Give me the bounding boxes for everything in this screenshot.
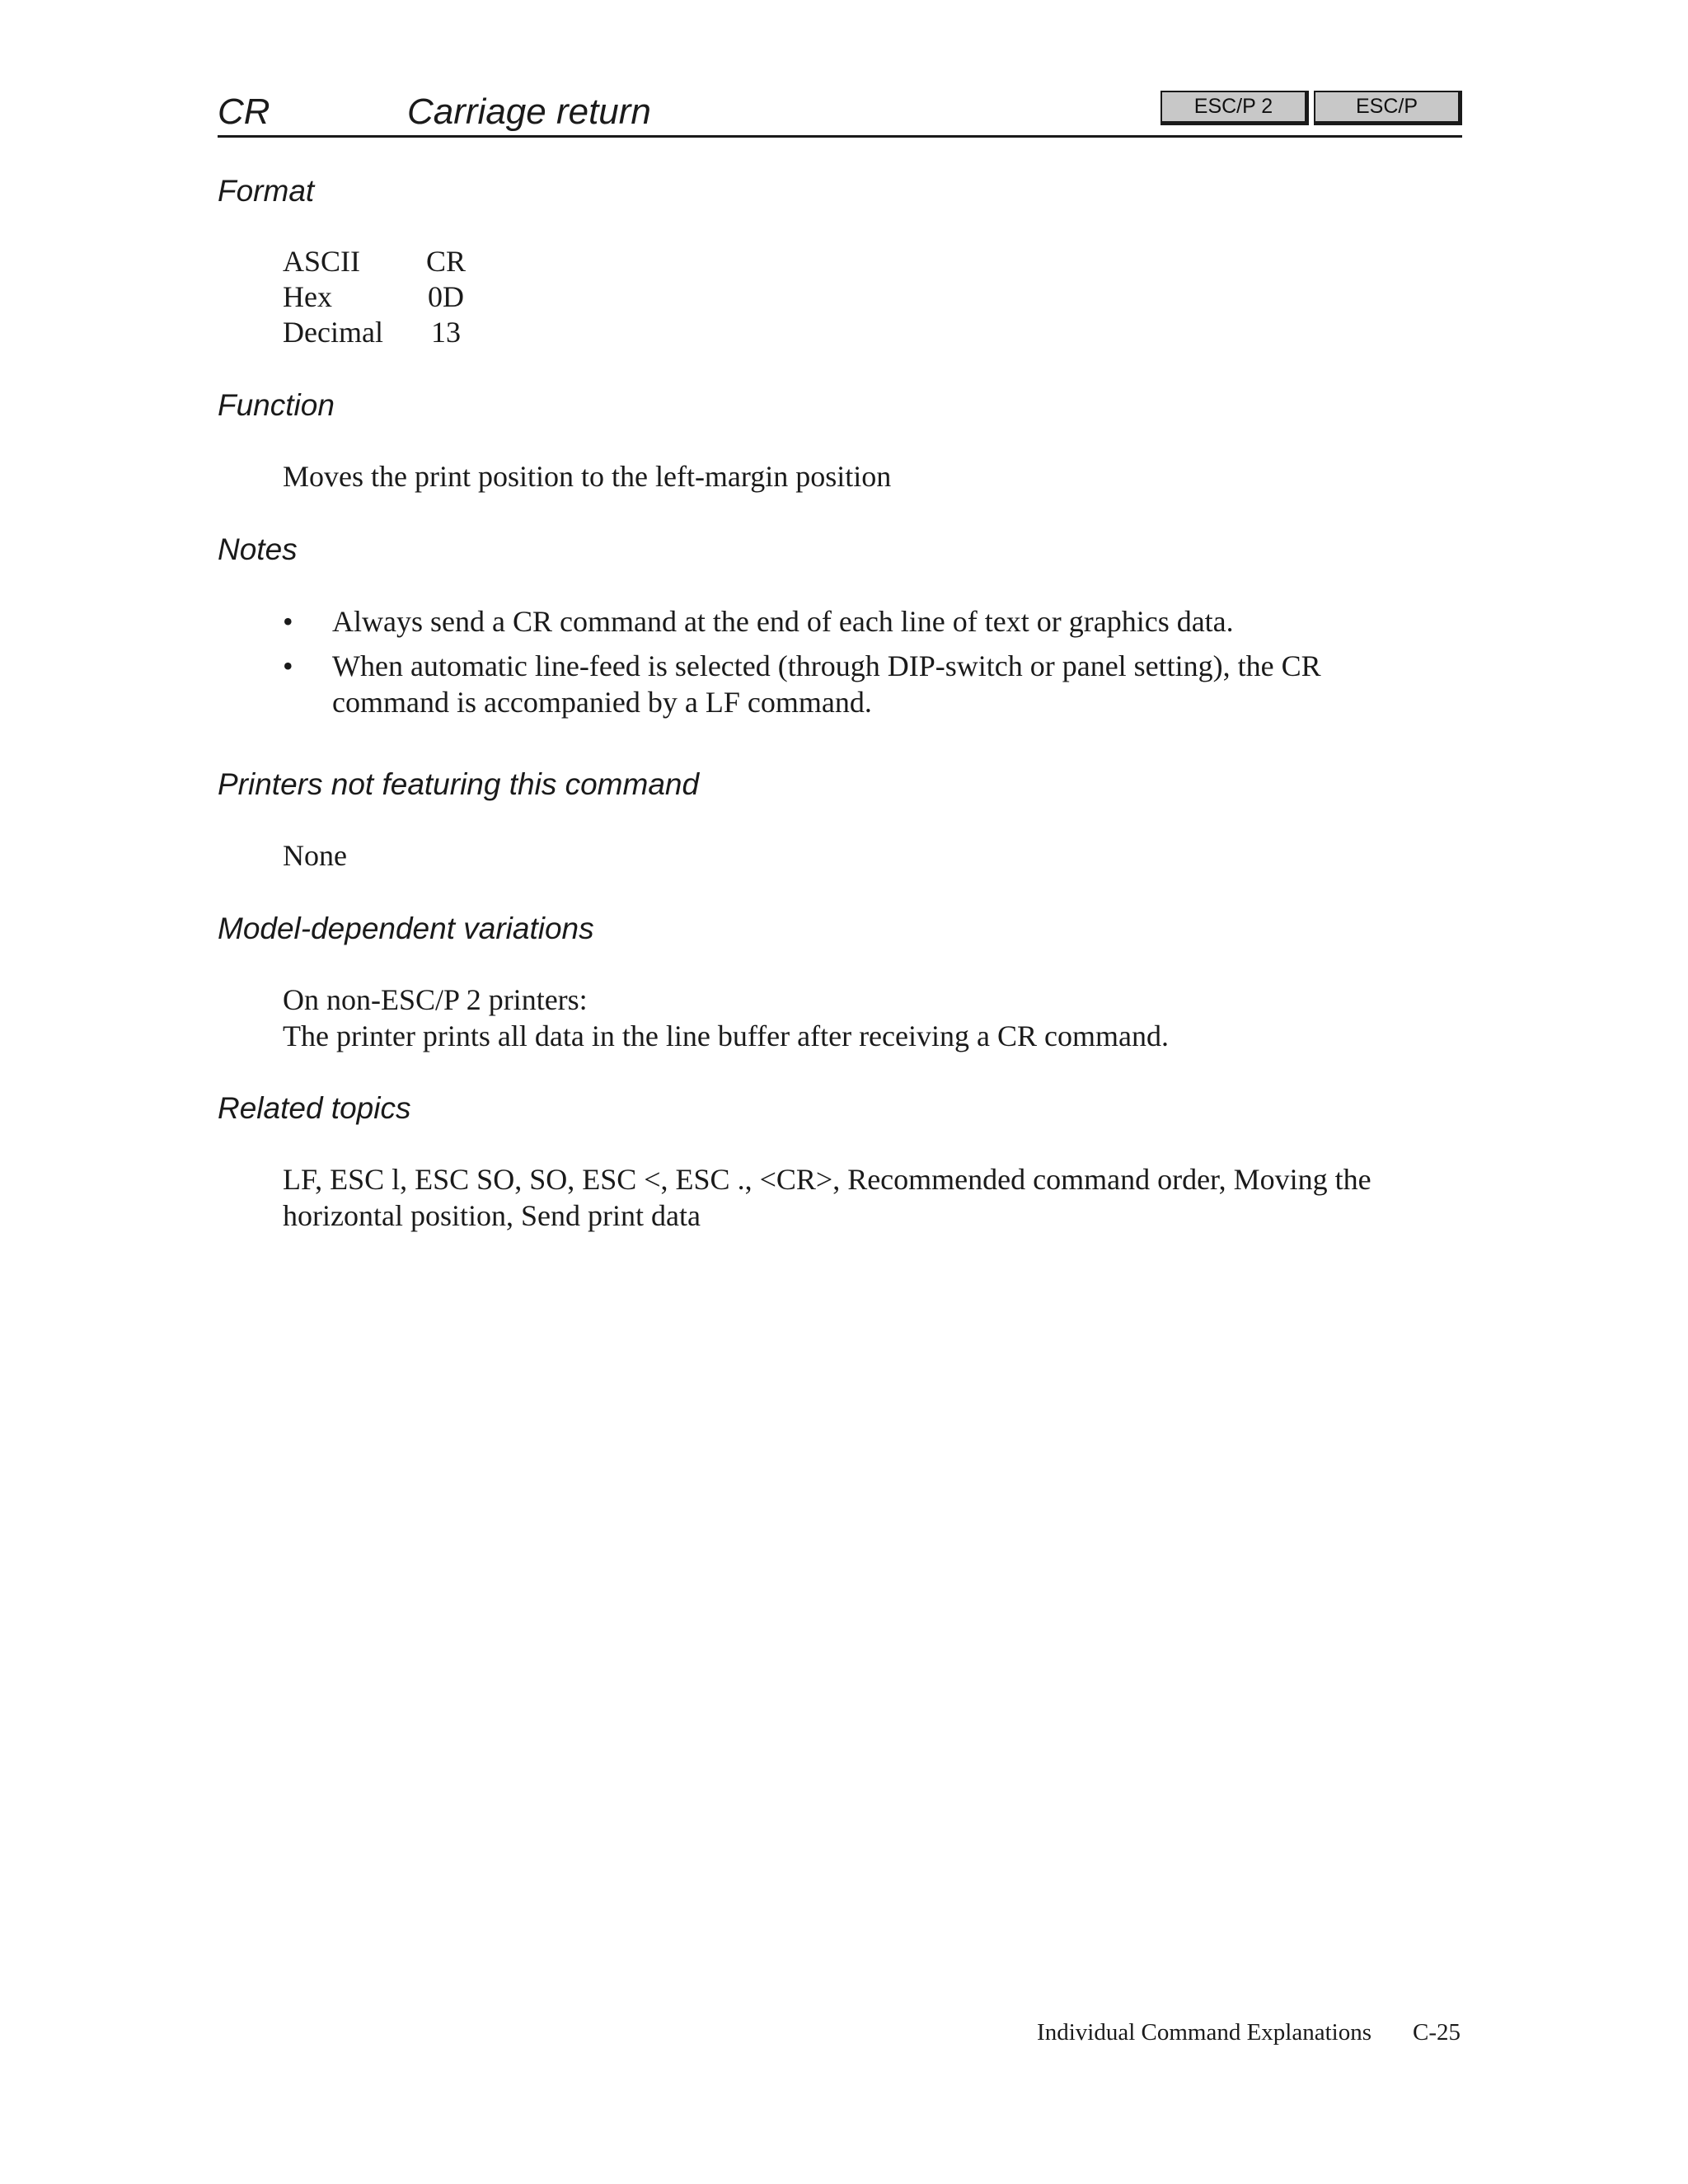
model-variations-line1: On non-ESC/P 2 printers:: [283, 983, 588, 1016]
bullet-icon: •: [283, 649, 293, 682]
format-value: CR: [425, 245, 467, 278]
related-topics-heading: Related topics: [218, 1091, 411, 1125]
format-value: 13: [431, 316, 461, 349]
format-table: [283, 244, 467, 350]
footer-section-name: Individual Command Explanations: [1037, 2019, 1372, 2046]
list-item: [283, 648, 1437, 720]
badge-escp: ESC/P: [1314, 91, 1462, 125]
model-variations-heading: Model-dependent variations: [218, 912, 594, 945]
command-name: CR: [218, 91, 270, 132]
notes-list: [283, 603, 1437, 729]
note-text: Always send a CR command at the end of each line of text or graphics data.: [332, 605, 1234, 638]
format-label: ASCII: [283, 245, 361, 278]
protocol-badges: [1160, 91, 1462, 125]
list-item: [283, 603, 1437, 640]
format-row: [283, 315, 467, 350]
page-number: C-25: [1413, 2019, 1461, 2046]
function-text: Moves the print position to the left-margin position: [283, 460, 892, 493]
printers-not-featuring-text: None: [283, 839, 347, 872]
format-label: Hex: [283, 280, 332, 313]
format-value: 0D: [428, 280, 464, 313]
format-row: [283, 279, 467, 315]
format-heading: Format: [218, 174, 315, 208]
page-header: [218, 86, 1462, 138]
related-topics-text: LF, ESC l, ESC SO, SO, ESC <, ESC ., <CR>, Recommended command order, Moving the horizontal position, Send print data: [283, 1163, 1372, 1232]
printers-not-featuring-heading: Printers not featuring this command: [218, 767, 700, 801]
note-text: When automatic line-feed is selected (through DIP-switch or panel setting), the CR command is accompanied by a LF command.: [332, 649, 1321, 719]
function-heading: Function: [218, 388, 335, 422]
command-title: Carriage return: [407, 91, 651, 132]
badge-escp2: ESC/P 2: [1160, 91, 1309, 125]
model-variations-line2: The printer prints all data in the line buffer after receiving a CR command.: [283, 1019, 1169, 1052]
notes-heading: Notes: [218, 532, 298, 566]
bullet-icon: •: [283, 605, 293, 638]
format-label: Decimal: [283, 316, 383, 349]
page-footer: [1037, 2018, 1461, 2047]
format-row: [283, 244, 467, 279]
